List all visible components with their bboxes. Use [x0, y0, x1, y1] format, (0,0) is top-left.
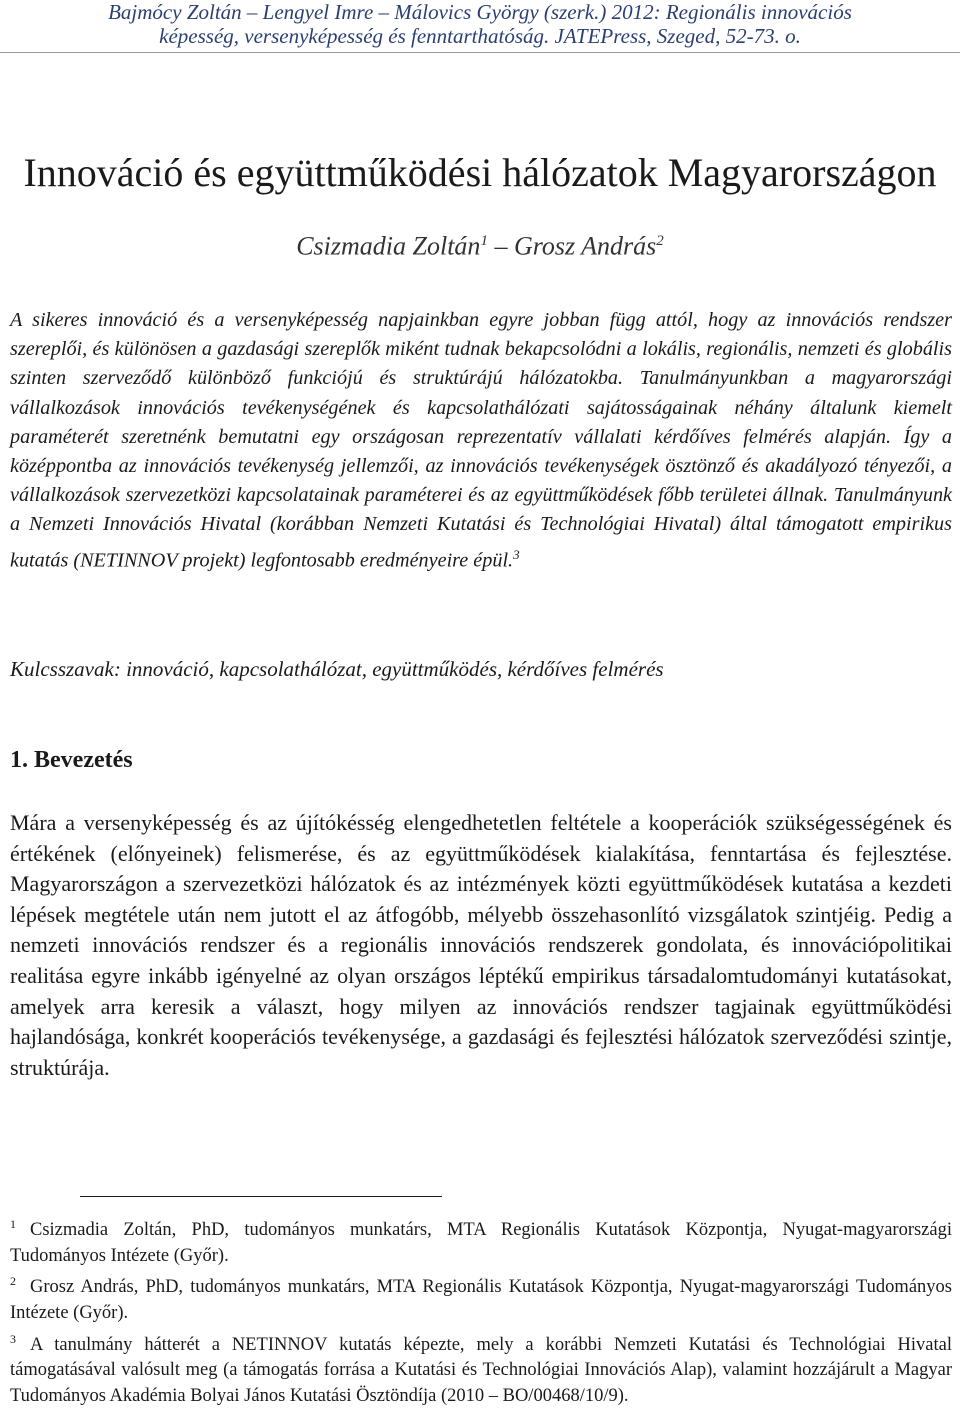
- author-separator: –: [487, 231, 514, 261]
- citation-header: [0, 0, 960, 52]
- section-number: 1.: [10, 747, 28, 773]
- footnote-mark: 2: [10, 1274, 16, 1289]
- section-title: Bevezetés: [34, 747, 133, 773]
- abstract: [10, 306, 952, 576]
- intro-paragraph: Mára a versenyképesség és az újítókésség elengedhetetlen feltétele a kooperációk szükségességének és értékének (előnyeinek) felismerése, és az együttműködések kialakítása, fenntartása és fejlesztése. Magyarországon a szervezetközi hálózatok és az intézmények közti együttműködések kutatása a kezdeti lépések megtétele után nem jutott el az átfogóbb, mélyebb összehasonlító vizsgálatok szintjéig. Pedig a nemzeti innovációs rendszer és a regionális innovációs rendszerek gondolata, és innovációpolitikai realitása egyre inkább igényelné az olyan országos léptékű empirikus társadalomtudományi kutatásokat, amelyek arra keresik a választ, hogy milyen az innovációs rendszer tagjainak együttműködési hajlandósága, konkrét kooperációs tevékenysége, a gazdasági és fejlesztési hálózatok szerveződési szintje, struktúrája.: [10, 810, 952, 1080]
- section-heading: [10, 745, 133, 775]
- author-2: Grosz András: [513, 231, 657, 261]
- footnote-3: [10, 1327, 952, 1410]
- footnote-mark: 1: [10, 1217, 16, 1231]
- footnote-text: Csizmadia Zoltán, PhD, tudományos munkatárs, MTA Regionális Kutatások Központja, Nyugat-magyarországi Tudományos Intézete (Győr).: [10, 1220, 952, 1266]
- footnote-1: [10, 1212, 952, 1269]
- keywords: Kulcsszavak: innováció, kapcsolathálózat, együttműködés, kérdőíves felmérés: [10, 657, 664, 681]
- footnote-mark: 3: [10, 1331, 16, 1346]
- author-2-footnote-mark: 2: [656, 233, 664, 249]
- citation-line-1: Bajmócy Zoltán – Lengyel Imre – Málovics György (szerk.) 2012: Regionális innovációs: [108, 0, 852, 24]
- footnote-text: A tanulmány hátterét a NETINNOV kutatás képezte, mely a korábbi Nemzeti Kutatási és Technológiai Hivatal támogatásával valósult meg (a támogatás forrása a Kutatási és Technológiai Innovációs Alap), valamint hozzájárult a Magyar Tudományos Akadémia Bolyai János Kutatási Ösztöndíja (2010 – BO/00468/10/9).: [10, 1334, 952, 1407]
- abstract-lead: A sikeres innováció és a versenyképesség napjainkban egyre jobban függ attól, hogy az innovációs rendszer szereplői, és különösen a gazdasági szereplők miként tudnak bekapcsolódni a lokális, regionális, nemzeti és globális szinten szerveződő különböző funkciójú és struktúrájú hálózatokba.: [10, 309, 952, 390]
- article-title: Innováció és együttműködési hálózatok Magyarországon: [23, 150, 937, 195]
- footnote-divider: [80, 1196, 442, 1197]
- abstract-footnote-mark: 3: [513, 546, 520, 562]
- footnote-2: [10, 1269, 952, 1326]
- citation-line-2: képesség, versenyképesség és fenntarthatóság. JATEPress, Szeged, 52-73. o.: [159, 24, 801, 48]
- footnote-text: Grosz András, PhD, tudományos munkatárs, MTA Regionális Kutatások Központja, Nyugat-magyarországi Tudományos Intézete (Győr).: [10, 1277, 952, 1324]
- author-line: [0, 226, 960, 262]
- abstract-body: Tanulmányunkban a magyarországi vállalkozások innovációs tevékenységének és kapcsolathálózati sajátosságainak néhány általunk kiemelt paraméterét szeretnénk bemutatni egy országosan reprezentatív vállalati kérdőíves felmérés alapján. Így a középpontba az innovációs tevékenység jellemzői, az innovációs tevékenységek ösztönző és akadályozó tényezői, a vállalkozások szervezetközi kapcsolatainak paraméterei és az együttműködések főbb területei állnak. Tanulmányunk a Nemzeti Innovációs Hivatal (korábban Nemzeti Kutatási és Technológiai Hivatal) által támogatott empirikus kutatás (NETINNOV projekt) legfontosabb eredményeire épül.: [10, 367, 952, 572]
- footnotes: [10, 1212, 952, 1410]
- author-1-footnote-mark: 1: [480, 233, 488, 249]
- author-1: Csizmadia Zoltán: [296, 231, 481, 261]
- header-divider: [0, 52, 960, 53]
